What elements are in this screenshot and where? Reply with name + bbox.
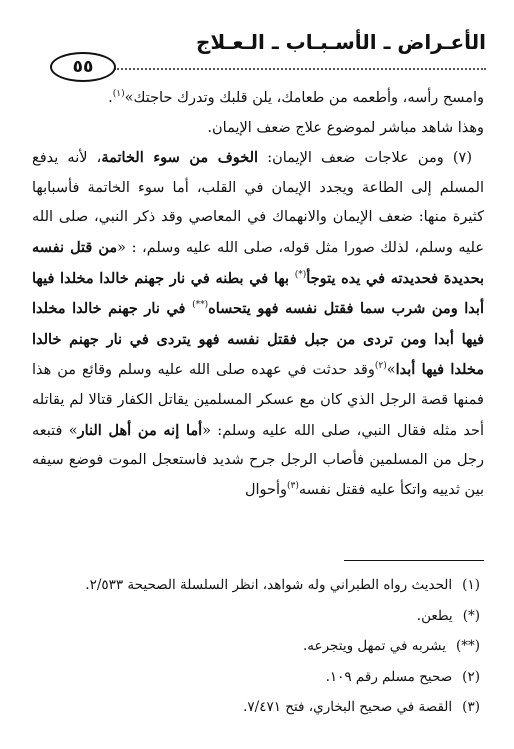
text-run: » فتبعه رجل من المسلمين فأصاب الرجل جرح شديد فاستعجل الموت فوضع سيفه بين ثدييه واتكأ عليه فقتل نفسه: [32, 422, 484, 498]
main-text: [32, 84, 484, 505]
footnote-mark: (*): [462, 607, 480, 624]
footnote-item: [32, 631, 480, 662]
footnote-item: [32, 662, 480, 693]
text-run: ومن علاجات ضعف الإيمان:: [258, 150, 444, 167]
footnote-item: [32, 570, 480, 601]
paragraph-2: [32, 114, 484, 144]
text-run: ، لأنه يدفع المسلم إلى الطاعة ويجدد الإيمان في القلب، أما سوء الخاتمة فأسبابها كثيرة منها: ضعف الإيمان والانهماك في المعاصي وقد ذكر النبي، صلى الله عليه وسلم، لذلك صورا مثل قوله، صلى الله عليه وسلم، : «: [32, 150, 484, 256]
footnote-ref: (١): [112, 89, 125, 100]
footnote-item: [32, 601, 480, 632]
text-run: وقد حدثت في عهده صلى الله عليه وسلم وقائع من هذا فمنها قصة الرجل الذي كان مع عسكر المسلمين يقاتل الكفار قتالا لم يقاتله أحد مثله فقال النبي، صلى الله عليه وسلم: «: [32, 362, 484, 439]
text-run: وامسح رأسه، وأطعمه من طعامك، يلن قلبك وتدرك حاجتك»: [124, 90, 484, 106]
header-rule: [114, 68, 486, 70]
hadith-quote: من قتل نفسه بحديدة فحديدته في يده يتوجأ: [32, 238, 484, 287]
footnote-mark: (**): [455, 638, 480, 654]
footnote-mark: (١): [462, 577, 480, 593]
footnote-ref: (٢): [374, 361, 387, 372]
hadith-quote: في نار جهنم خالدا مخلدا فيها أبدا ومن تردى من جبل فقتل نفسه فهو يتردى في نار جهنم خالدا مخلدا فيها أبدا: [32, 300, 484, 379]
footnote-text: صحيح مسلم رقم ١٠٩.: [325, 668, 453, 685]
footnote-text: القصة في صحيح البخاري، فتح ٧/٤٧١.: [243, 699, 453, 715]
footnote-ref: (٣): [287, 480, 299, 491]
hadith-quote: أما إنه من أهل النار: [77, 421, 203, 439]
footnotes: [32, 570, 480, 723]
footnote-text: يطعن.: [416, 607, 453, 624]
footnote-item: [32, 692, 480, 723]
footnote-mark: (٣): [462, 699, 480, 715]
text-run: »: [386, 362, 396, 379]
item-number: (٧): [452, 150, 473, 167]
footnote-text: الحديث رواه الطبراني وله شواهد، انظر السلسلة الصحيحة ٢/٥٣٣.: [85, 577, 453, 593]
text-run: .: [108, 90, 113, 106]
text-run: وأحوال: [244, 481, 287, 498]
footnote-mark: (٢): [462, 668, 480, 685]
footnote-ref: (*): [294, 269, 307, 280]
paragraph-3: [32, 143, 484, 505]
footnote-divider: [344, 560, 484, 561]
hadith-quote: بها في بطنه في نار جهنم خالدا مخلدا فيها أبدا ومن شرب سما فقتل نفسه فهو يتحساه: [32, 269, 484, 318]
bold-term: الخوف من سوء الخاتمة: [101, 149, 259, 167]
page-header: [30, 30, 486, 76]
text-run: وهذا شاهد مباشر لموضوع علاج ضعف الإيمان.: [207, 119, 484, 136]
page-number-badge: ٥٥: [50, 52, 116, 82]
paragraph-1: [32, 84, 484, 114]
footnote-text: يشربه في تمهل ويتجرعه.: [303, 638, 446, 654]
footnote-ref: (**): [192, 300, 209, 311]
running-title: الأعـراض ـ الأسـبـاب ـ الـعـلاج: [195, 30, 486, 54]
